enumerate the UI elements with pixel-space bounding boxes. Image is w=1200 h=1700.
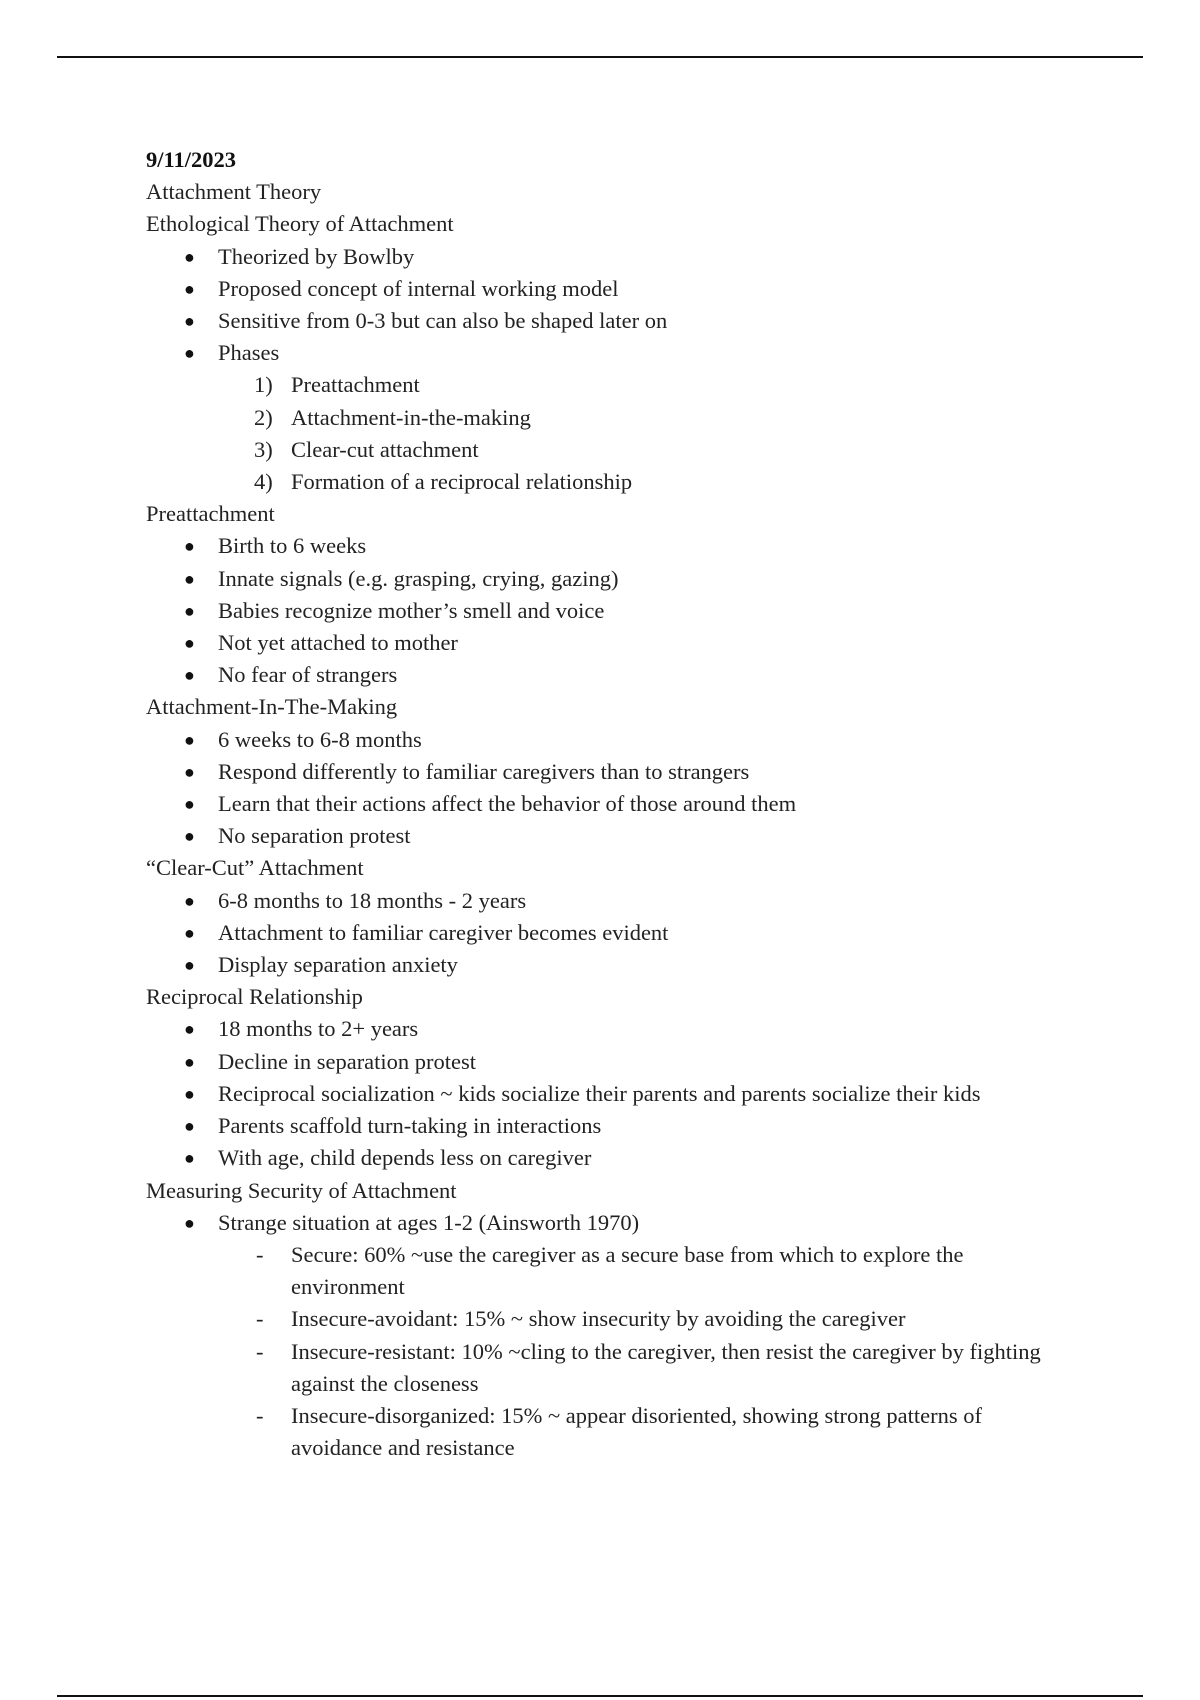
list-item-text: Attachment-in-the-making bbox=[291, 404, 531, 430]
in-the-making-bullet-list bbox=[146, 724, 1066, 853]
list-number: 4) bbox=[254, 469, 273, 495]
list-item bbox=[146, 466, 1066, 498]
bullet-icon: ● bbox=[184, 246, 195, 267]
ethological-bullet-list bbox=[146, 241, 1066, 370]
list-item-text: Birth to 6 weeks bbox=[218, 533, 367, 559]
list-item-text: 18 months to 2+ years bbox=[218, 1016, 419, 1042]
bullet-icon: ● bbox=[184, 1083, 195, 1104]
bullet-icon: ● bbox=[184, 890, 195, 911]
list-item bbox=[146, 627, 1066, 659]
bullet-icon: ● bbox=[184, 633, 195, 654]
list-item-text: Insecure-disorganized: 15% ~ appear disoriented, showing strong patterns of avoidance and resistance bbox=[291, 1402, 982, 1461]
list-item-text: Sensitive from 0-3 but can also be shaped later on bbox=[218, 308, 668, 334]
list-item-text: 6 weeks to 6-8 months bbox=[218, 726, 422, 752]
bullet-icon: ● bbox=[184, 1051, 195, 1072]
bullet-icon: ● bbox=[184, 568, 195, 589]
document-body bbox=[146, 144, 1066, 1464]
bullet-icon: ● bbox=[184, 343, 195, 364]
list-item bbox=[146, 241, 1066, 273]
list-item-text: Display separation anxiety bbox=[218, 952, 458, 978]
list-item-text: Learn that their actions affect the behavior of those around them bbox=[218, 791, 797, 817]
list-item-text: Secure: 60% ~use the caregiver as a secure base from which to explore the environment bbox=[291, 1241, 964, 1300]
list-item-text: With age, child depends less on caregiver bbox=[218, 1145, 592, 1171]
list-item bbox=[146, 659, 1066, 691]
list-item-text: Attachment to familiar caregiver becomes evident bbox=[218, 919, 669, 945]
list-item bbox=[146, 949, 1066, 981]
section-heading-reciprocal: Reciprocal Relationship bbox=[146, 984, 363, 1010]
list-item bbox=[146, 917, 1066, 949]
top-rule bbox=[57, 56, 1143, 58]
bullet-icon: ● bbox=[184, 1148, 195, 1169]
note-title: Attachment Theory bbox=[146, 179, 322, 205]
list-item bbox=[146, 1013, 1066, 1045]
list-item bbox=[146, 595, 1066, 627]
phases-numbered-list bbox=[146, 369, 1066, 498]
list-item bbox=[146, 563, 1066, 595]
list-item-text: Proposed concept of internal working model bbox=[218, 275, 619, 301]
list-item bbox=[146, 337, 1066, 369]
reciprocal-bullet-list bbox=[146, 1013, 1066, 1174]
list-item-text: Parents scaffold turn-taking in interactions bbox=[218, 1113, 602, 1139]
list-item-text: 6-8 months to 18 months - 2 years bbox=[218, 887, 527, 913]
list-item-text: Strange situation at ages 1-2 (Ainsworth 1970) bbox=[218, 1209, 640, 1235]
list-item bbox=[146, 1303, 1066, 1335]
measuring-bullet-list bbox=[146, 1207, 1066, 1239]
bullet-icon: ● bbox=[184, 761, 195, 782]
attachment-types-list bbox=[146, 1239, 1066, 1464]
list-item-text: Insecure-resistant: 10% ~cling to the caregiver, then resist the caregiver by fighting against the closeness bbox=[291, 1338, 1041, 1396]
dash-icon: - bbox=[256, 1306, 264, 1332]
list-item bbox=[146, 788, 1066, 820]
bullet-icon: ● bbox=[184, 536, 195, 557]
list-item bbox=[146, 1142, 1066, 1174]
list-item-text: Respond differently to familiar caregivers than to strangers bbox=[218, 758, 750, 784]
list-item-text: Innate signals (e.g. grasping, crying, gazing) bbox=[218, 565, 619, 591]
bullet-icon: ● bbox=[184, 826, 195, 847]
section-heading-measuring: Measuring Security of Attachment bbox=[146, 1177, 457, 1203]
bullet-icon: ● bbox=[184, 1019, 195, 1040]
list-item bbox=[146, 1110, 1066, 1142]
list-item bbox=[146, 402, 1066, 434]
dash-icon: - bbox=[256, 1241, 264, 1267]
bullet-icon: ● bbox=[184, 600, 195, 621]
list-item bbox=[146, 1336, 1066, 1400]
list-item bbox=[146, 1046, 1066, 1078]
list-number: 3) bbox=[254, 436, 273, 462]
bullet-icon: ● bbox=[184, 1116, 195, 1137]
list-item-text: No fear of strangers bbox=[218, 662, 398, 688]
list-item-text: Not yet attached to mother bbox=[218, 630, 458, 656]
list-number: 2) bbox=[254, 404, 273, 430]
bullet-icon: ● bbox=[184, 729, 195, 750]
list-item bbox=[146, 273, 1066, 305]
list-item bbox=[146, 1078, 1066, 1110]
list-item bbox=[146, 1207, 1066, 1239]
list-item bbox=[146, 1400, 1066, 1464]
list-item bbox=[146, 369, 1066, 401]
list-item-text: Formation of a reciprocal relationship bbox=[291, 469, 633, 495]
section-heading-preattachment: Preattachment bbox=[146, 501, 275, 527]
bullet-icon: ● bbox=[184, 278, 195, 299]
section-heading-ethological: Ethological Theory of Attachment bbox=[146, 211, 454, 237]
preattachment-bullet-list bbox=[146, 530, 1066, 691]
bullet-icon: ● bbox=[184, 665, 195, 686]
list-number: 1) bbox=[254, 372, 273, 398]
list-item-text: Reciprocal socialization ~ kids socialize their parents and parents socialize their kids bbox=[218, 1080, 981, 1106]
list-item bbox=[146, 756, 1066, 788]
list-item-text: Decline in separation protest bbox=[218, 1048, 477, 1074]
section-heading-in-the-making: Attachment-In-The-Making bbox=[146, 694, 398, 720]
dash-icon: - bbox=[256, 1402, 264, 1428]
dash-icon: - bbox=[256, 1338, 264, 1364]
list-item bbox=[146, 305, 1066, 337]
list-item-text: Theorized by Bowlby bbox=[218, 243, 415, 269]
list-item-text: No separation protest bbox=[218, 823, 411, 849]
list-item-text: Phases bbox=[218, 340, 280, 366]
list-item-text: Insecure-avoidant: 15% ~ show insecurity by avoiding the caregiver bbox=[291, 1306, 906, 1332]
clear-cut-bullet-list bbox=[146, 885, 1066, 982]
bullet-icon: ● bbox=[184, 955, 195, 976]
list-item-text: Preattachment bbox=[291, 372, 420, 398]
section-heading-clear-cut: “Clear-Cut” Attachment bbox=[146, 855, 364, 881]
list-item-text: Babies recognize mother’s smell and voice bbox=[218, 597, 605, 623]
bullet-icon: ● bbox=[184, 311, 195, 332]
list-item bbox=[146, 885, 1066, 917]
list-item bbox=[146, 820, 1066, 852]
list-item bbox=[146, 434, 1066, 466]
list-item bbox=[146, 724, 1066, 756]
list-item bbox=[146, 530, 1066, 562]
bullet-icon: ● bbox=[184, 922, 195, 943]
bottom-rule bbox=[57, 1695, 1143, 1697]
bullet-icon: ● bbox=[184, 794, 195, 815]
list-item-text: Clear-cut attachment bbox=[291, 436, 479, 462]
list-item bbox=[146, 1239, 1066, 1303]
note-date: 9/11/2023 bbox=[146, 147, 237, 172]
bullet-icon: ● bbox=[184, 1212, 195, 1233]
